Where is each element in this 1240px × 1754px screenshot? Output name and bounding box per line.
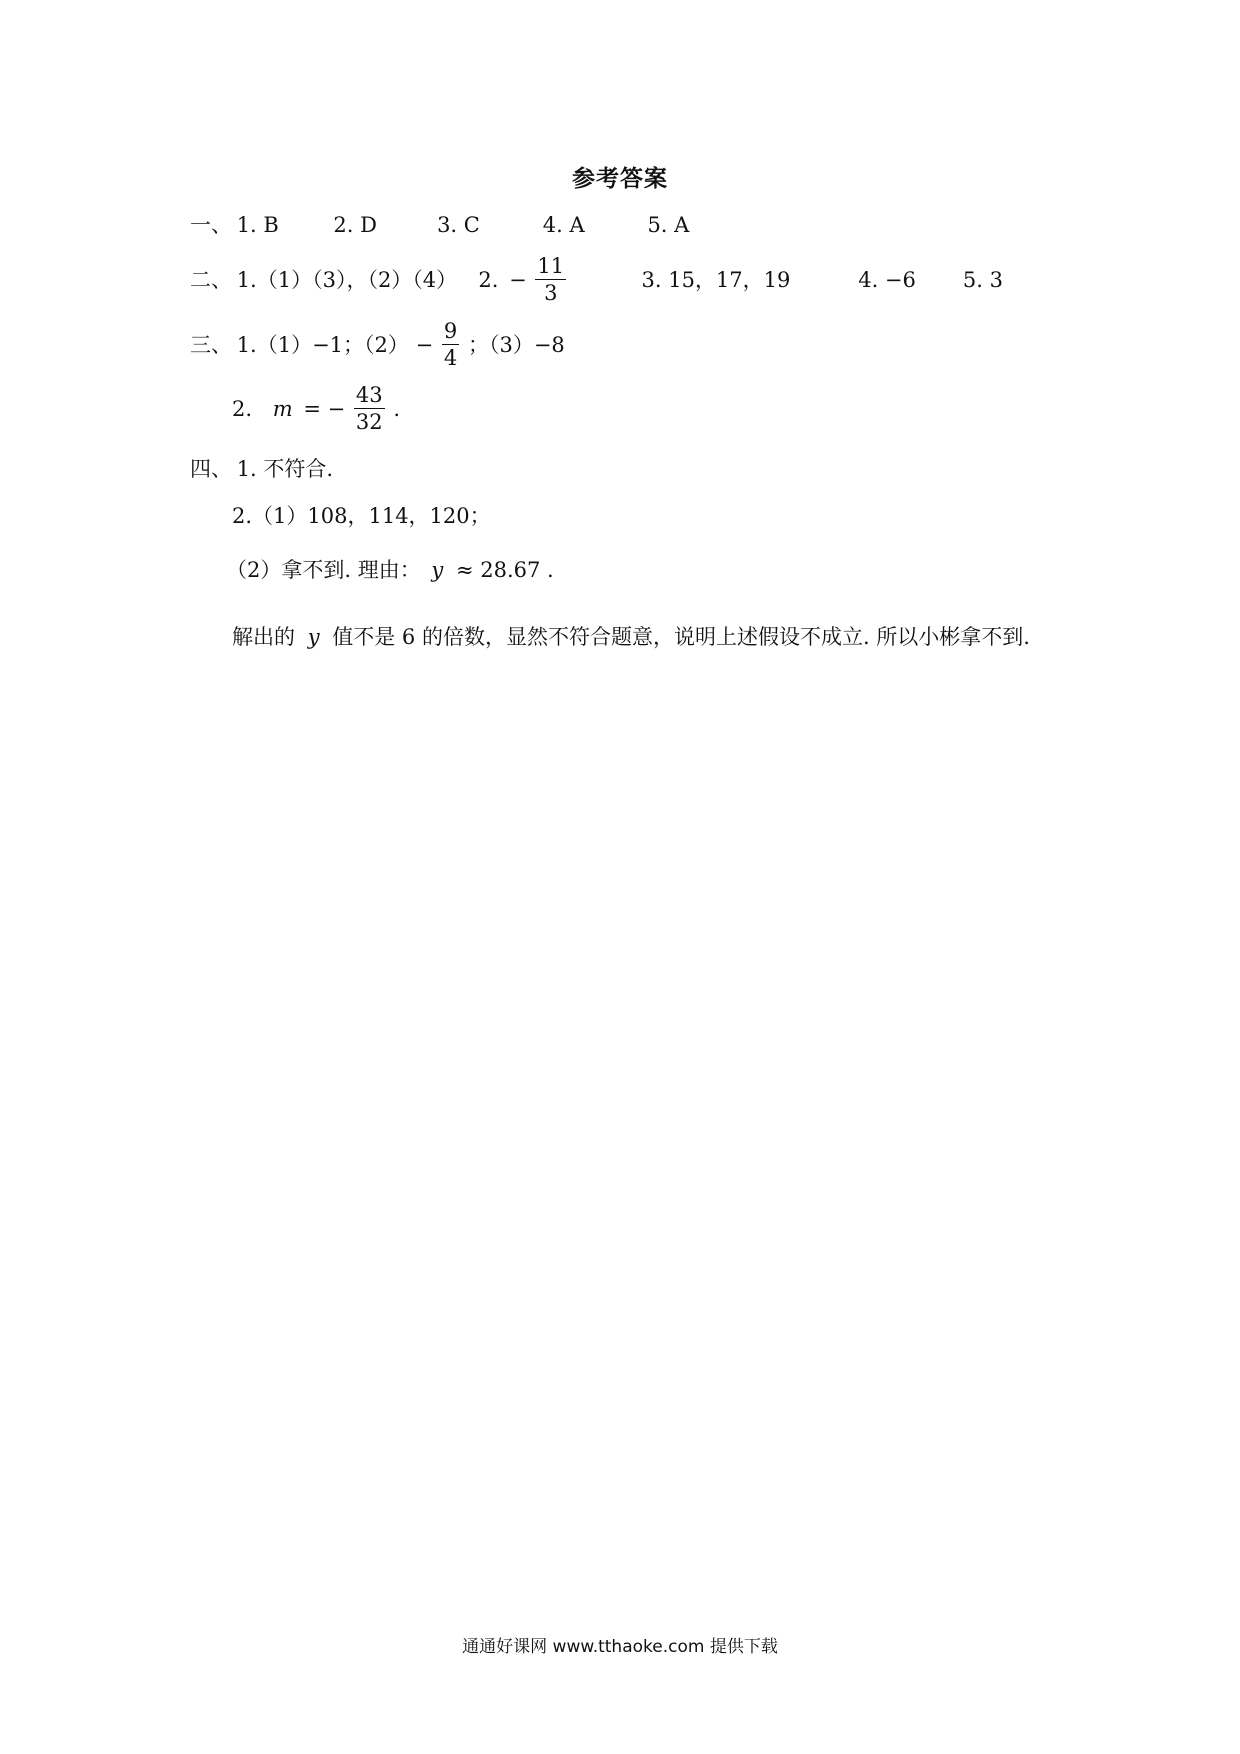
answer-3-2-end: . bbox=[393, 396, 401, 421]
section-1-line bbox=[190, 212, 689, 238]
fraction-denominator: 3 bbox=[544, 281, 558, 305]
answer-3-2-fraction bbox=[354, 382, 385, 435]
fraction-denominator: 32 bbox=[355, 410, 383, 434]
answer-4-explanation bbox=[232, 624, 1030, 650]
section-1-label: 一、 bbox=[190, 213, 232, 237]
page-title: 参考答案 bbox=[572, 166, 668, 192]
fraction-denominator: 4 bbox=[443, 346, 458, 370]
section-3-label: 三、 bbox=[190, 332, 232, 357]
explanation-variable: y bbox=[307, 625, 320, 649]
answer-4-2-2-variable: y bbox=[431, 558, 444, 582]
answer-4-2-2-part-b: ≈ 28.67 . bbox=[455, 558, 554, 582]
answer-4-2-1: 2.（1）108，114，120； bbox=[232, 504, 491, 528]
answer-1-3: 3. C bbox=[437, 213, 480, 237]
answer-4-2-2 bbox=[226, 557, 554, 583]
answer-1-5: 5. A bbox=[647, 213, 690, 237]
section-2-line bbox=[190, 253, 1003, 306]
answer-3-2-prefix: 2. bbox=[232, 396, 253, 421]
answer-4-2-2-part-a: （2）拿不到. 理由： bbox=[226, 558, 421, 582]
answer-1-2: 2. D bbox=[333, 213, 377, 237]
answer-2-2-sign: − bbox=[509, 267, 527, 292]
page-footer: 通通好课网 www.tthaoke.com 提供下载 bbox=[462, 1637, 778, 1657]
section-4-line-1 bbox=[190, 456, 333, 482]
section-3-line-1 bbox=[190, 318, 565, 371]
answer-3-1-sign: − bbox=[415, 332, 434, 357]
explanation-part-b: 值不是 6 的倍数，显然不符合题意，说明上述假设不成立. 所以小彬拿不到. bbox=[332, 625, 1030, 649]
section-4-label: 四、 bbox=[190, 457, 232, 481]
fraction-numerator: 11 bbox=[537, 254, 565, 278]
fraction-numerator: 9 bbox=[443, 319, 458, 343]
answer-2-2-prefix: 2. bbox=[478, 267, 499, 292]
answer-3-2-equals: = − bbox=[303, 396, 346, 421]
explanation-part-a: 解出的 bbox=[232, 625, 295, 649]
answer-2-5: 5. 3 bbox=[962, 267, 1003, 292]
answer-3-2-variable: m bbox=[272, 396, 293, 421]
answer-4-1: 1. 不符合. bbox=[236, 457, 334, 481]
section-3-line-2 bbox=[232, 382, 400, 435]
answer-2-4: 4. −6 bbox=[858, 267, 916, 292]
answer-2-2-fraction bbox=[535, 253, 566, 306]
answer-3-1-fraction bbox=[442, 318, 459, 371]
answer-3-1-part-a: 1.（1）−1；（2） bbox=[236, 332, 409, 357]
answer-1-4: 4. A bbox=[542, 213, 585, 237]
answer-1-1: 1. B bbox=[236, 213, 279, 237]
answer-3-1-part-b: ；（3）−8 bbox=[467, 332, 565, 357]
section-2-label: 二、 bbox=[190, 267, 232, 292]
answer-2-3: 3. 15，17，19 bbox=[641, 267, 791, 292]
fraction-numerator: 43 bbox=[355, 383, 383, 407]
answer-2-1: 1.（1）（3），（2）（4） bbox=[236, 267, 458, 292]
